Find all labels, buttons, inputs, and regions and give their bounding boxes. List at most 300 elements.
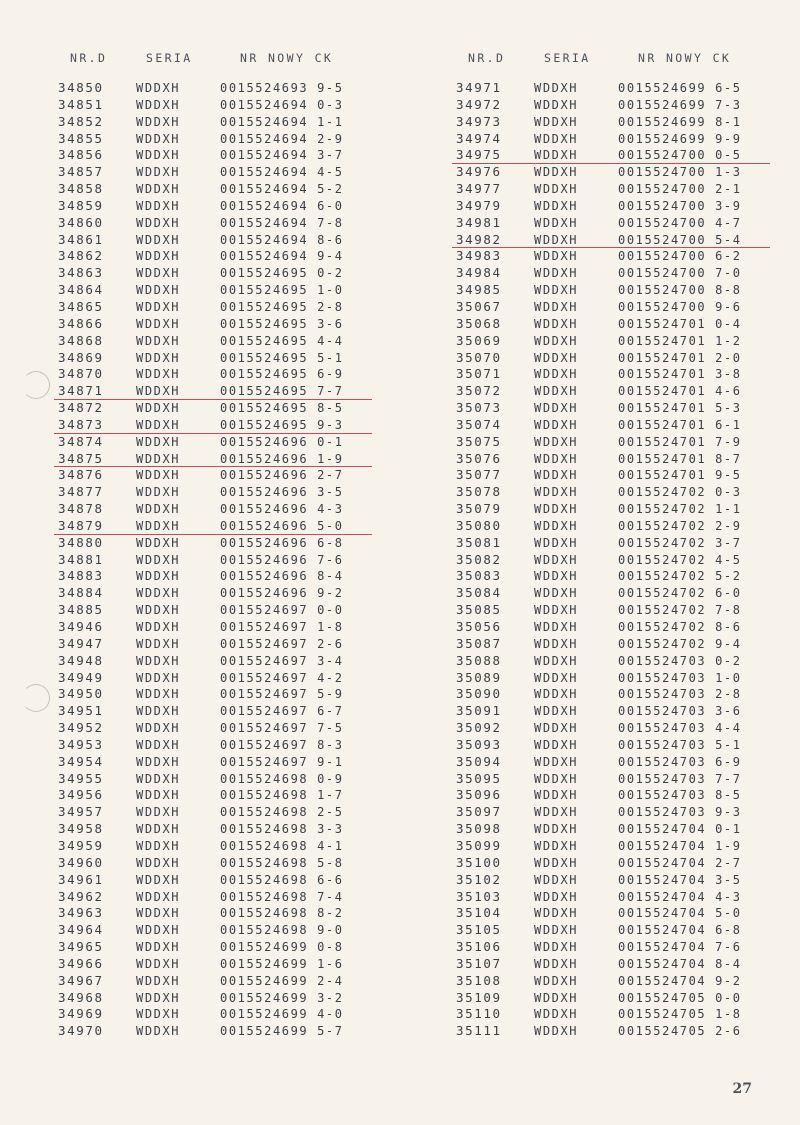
nr-d-cell: 34979 [456, 197, 502, 213]
nr-d-cell: 35076 [456, 450, 502, 466]
table-row [50, 333, 380, 350]
table-row [50, 316, 380, 333]
nr-d-cell: 34863 [58, 265, 104, 281]
seria-cell: WDDXH [136, 771, 181, 786]
table-row [50, 821, 380, 838]
table-row [50, 417, 380, 434]
nr-nowy-ck-cell: 0015524697 2-6 [220, 636, 344, 651]
nr-d-cell: 34877 [58, 484, 104, 500]
column-header [448, 48, 778, 68]
nr-d-cell: 34851 [58, 96, 104, 112]
seria-cell: WDDXH [136, 384, 181, 399]
header-seria: SERIA [544, 51, 591, 65]
nr-d-cell: 35088 [456, 652, 502, 668]
nr-d-cell: 35083 [456, 568, 502, 584]
table-row [50, 80, 380, 97]
table-row [448, 333, 778, 350]
seria-cell: WDDXH [136, 653, 181, 668]
nr-d-cell: 34977 [456, 181, 502, 197]
nr-nowy-ck-cell: 0015524699 9-9 [618, 131, 742, 146]
seria-cell: WDDXH [136, 838, 181, 853]
header-nr-nowy-ck: NR NOWY CK [240, 51, 334, 65]
table-row [448, 282, 778, 299]
seria-cell: WDDXH [136, 704, 181, 719]
nr-nowy-ck-cell: 0015524702 3-7 [618, 535, 742, 550]
table-row [50, 282, 380, 299]
table-row [50, 990, 380, 1007]
nr-d-cell: 34866 [58, 315, 104, 331]
seria-cell: WDDXH [534, 788, 579, 803]
seria-cell: WDDXH [136, 316, 181, 331]
seria-cell: WDDXH [136, 417, 181, 432]
seria-cell: WDDXH [534, 906, 579, 921]
seria-cell: WDDXH [136, 670, 181, 685]
nr-nowy-ck-cell: 0015524703 1-0 [618, 670, 742, 685]
nr-nowy-ck-cell: 0015524703 4-4 [618, 721, 742, 736]
table-row [448, 484, 778, 501]
nr-nowy-ck-cell: 0015524705 1-8 [618, 1007, 742, 1022]
seria-cell: WDDXH [534, 552, 579, 567]
seria-cell: WDDXH [136, 468, 181, 483]
table-row [50, 754, 380, 771]
nr-d-cell: 34858 [58, 181, 104, 197]
nr-d-cell: 34872 [58, 400, 104, 416]
nr-d-cell: 35098 [456, 821, 502, 837]
seria-cell: WDDXH [136, 923, 181, 938]
nr-nowy-ck-cell: 0015524698 6-6 [220, 872, 344, 887]
nr-d-cell: 34868 [58, 332, 104, 348]
nr-nowy-ck-cell: 0015524701 6-1 [618, 417, 742, 432]
seria-cell: WDDXH [534, 805, 579, 820]
nr-nowy-ck-cell: 0015524698 0-9 [220, 771, 344, 786]
seria-cell: WDDXH [534, 182, 579, 197]
seria-cell: WDDXH [534, 822, 579, 837]
seria-cell: WDDXH [136, 182, 181, 197]
nr-d-cell: 35111 [456, 1023, 502, 1039]
seria-cell: WDDXH [534, 1024, 579, 1039]
nr-nowy-ck-cell: 0015524694 3-7 [220, 148, 344, 163]
table-row [448, 434, 778, 451]
seria-cell: WDDXH [136, 940, 181, 955]
nr-nowy-ck-cell: 0015524695 1-0 [220, 283, 344, 298]
table-row [448, 670, 778, 687]
seria-cell: WDDXH [136, 855, 181, 870]
nr-d-cell: 35105 [456, 922, 502, 938]
seria-cell: WDDXH [534, 299, 579, 314]
nr-nowy-ck-cell: 0015524700 5-4 [618, 232, 742, 247]
nr-d-cell: 35104 [456, 905, 502, 921]
table-row [448, 467, 778, 484]
seria-cell: WDDXH [136, 283, 181, 298]
nr-nowy-ck-cell: 0015524702 1-1 [618, 502, 742, 517]
nr-d-cell: 34970 [58, 1023, 104, 1039]
seria-cell: WDDXH [136, 636, 181, 651]
nr-nowy-ck-cell: 0015524700 4-7 [618, 215, 742, 230]
nr-nowy-ck-cell: 0015524695 7-7 [220, 384, 344, 399]
nr-nowy-ck-cell: 0015524704 1-9 [618, 838, 742, 853]
seria-cell: WDDXH [534, 283, 579, 298]
nr-d-cell: 35110 [456, 1006, 502, 1022]
seria-cell: WDDXH [136, 97, 181, 112]
table-row [50, 451, 380, 468]
table-row [50, 787, 380, 804]
table-row [50, 552, 380, 569]
seria-cell: WDDXH [136, 367, 181, 382]
seria-cell: WDDXH [534, 114, 579, 129]
nr-d-cell: 35085 [456, 602, 502, 618]
seria-cell: WDDXH [534, 620, 579, 634]
nr-d-cell: 35096 [456, 787, 502, 803]
table-row [448, 181, 778, 198]
nr-nowy-ck-cell: 0015524697 5-9 [220, 687, 344, 702]
table-row [50, 350, 380, 367]
table-row [448, 939, 778, 956]
nr-d-cell: 34967 [58, 972, 104, 988]
nr-d-cell: 34865 [58, 298, 104, 314]
nr-d-cell: 34855 [58, 130, 104, 146]
nr-d-cell: 34862 [58, 248, 104, 264]
nr-d-cell: 35109 [456, 989, 502, 1005]
seria-cell: WDDXH [136, 906, 181, 921]
nr-d-cell: 34951 [58, 703, 104, 719]
nr-d-cell: 35082 [456, 551, 502, 567]
nr-nowy-ck-cell: 0015524698 1-7 [220, 788, 344, 803]
seria-cell: WDDXH [534, 653, 579, 668]
table-row [448, 383, 778, 400]
seria-cell: WDDXH [136, 822, 181, 837]
nr-d-cell: 34976 [456, 164, 502, 180]
table-row [448, 366, 778, 383]
nr-nowy-ck-cell: 0015524702 0-3 [618, 485, 742, 500]
table-row [50, 956, 380, 973]
nr-nowy-ck-cell: 0015524694 4-5 [220, 165, 344, 180]
seria-cell: WDDXH [136, 451, 181, 466]
nr-d-cell: 34981 [456, 214, 502, 230]
nr-nowy-ck-cell: 0015524700 3-9 [618, 198, 742, 213]
seria-cell: WDDXH [136, 485, 181, 500]
nr-nowy-ck-cell: 0015524700 7-0 [618, 266, 742, 281]
nr-d-cell: 34969 [58, 1006, 104, 1022]
nr-d-cell: 34859 [58, 197, 104, 213]
header-nr-d: NR.D [468, 51, 506, 65]
seria-cell: WDDXH [136, 620, 181, 634]
nr-nowy-ck-cell: 0015524701 2-0 [618, 350, 742, 365]
seria-cell: WDDXH [136, 990, 181, 1005]
header-nr-nowy-ck: NR NOWY CK [638, 51, 732, 65]
nr-d-cell: 34946 [58, 619, 104, 634]
nr-nowy-ck-cell: 0015524699 2-4 [220, 973, 344, 988]
nr-nowy-ck-cell: 0015524703 2-8 [618, 687, 742, 702]
seria-cell: WDDXH [136, 502, 181, 517]
seria-cell: WDDXH [534, 1007, 579, 1022]
nr-d-cell: 34955 [58, 770, 104, 786]
seria-cell: WDDXH [534, 855, 579, 870]
nr-nowy-ck-cell: 0015524697 8-3 [220, 737, 344, 752]
table-row [50, 164, 380, 181]
seria-cell: WDDXH [136, 350, 181, 365]
seria-cell: WDDXH [534, 350, 579, 365]
seria-cell: WDDXH [136, 805, 181, 820]
seria-cell: WDDXH [534, 401, 579, 416]
table-row [50, 889, 380, 906]
table-row [50, 232, 380, 249]
nr-nowy-ck-cell: 0015524695 5-1 [220, 350, 344, 365]
table-row [448, 164, 778, 181]
nr-nowy-ck-cell: 0015524698 7-4 [220, 889, 344, 904]
table-row [448, 417, 778, 434]
nr-d-cell: 34885 [58, 602, 104, 618]
table-row [50, 737, 380, 754]
nr-d-cell: 35078 [456, 484, 502, 500]
nr-nowy-ck-cell: 0015524702 8-6 [618, 620, 742, 634]
seria-cell: WDDXH [534, 485, 579, 500]
nr-nowy-ck-cell: 0015524701 3-8 [618, 367, 742, 382]
nr-nowy-ck-cell: 0015524697 1-8 [220, 620, 344, 634]
seria-cell: WDDXH [136, 973, 181, 988]
nr-nowy-ck-cell: 0015524700 1-3 [618, 165, 742, 180]
seria-cell: WDDXH [534, 603, 579, 618]
table-row [50, 114, 380, 131]
nr-nowy-ck-cell: 0015524699 4-0 [220, 1007, 344, 1022]
nr-d-cell: 34874 [58, 433, 104, 449]
seria-cell: WDDXH [136, 266, 181, 281]
seria-cell: WDDXH [534, 535, 579, 550]
seria-cell: WDDXH [534, 249, 579, 264]
column-header [50, 48, 380, 68]
table-row [448, 198, 778, 215]
nr-nowy-ck-cell: 0015524696 0-1 [220, 434, 344, 449]
seria-cell: WDDXH [136, 872, 181, 887]
seria-cell: WDDXH [136, 603, 181, 618]
table-row [448, 131, 778, 148]
nr-nowy-ck-cell: 0015524694 1-1 [220, 114, 344, 129]
nr-nowy-ck-cell: 0015524698 4-1 [220, 838, 344, 853]
table-row [50, 131, 380, 148]
seria-cell: WDDXH [136, 434, 181, 449]
nr-nowy-ck-cell: 0015524694 2-9 [220, 131, 344, 146]
nr-nowy-ck-cell: 0015524703 7-7 [618, 771, 742, 786]
nr-d-cell: 35075 [456, 433, 502, 449]
nr-nowy-ck-cell: 0015524703 0-2 [618, 653, 742, 668]
nr-d-cell: 34972 [456, 96, 502, 112]
seria-cell: WDDXH [136, 232, 181, 247]
nr-d-cell: 35067 [456, 298, 502, 314]
table-row [50, 905, 380, 922]
seria-cell: WDDXH [136, 198, 181, 213]
seria-cell: WDDXH [136, 401, 181, 416]
header-seria: SERIA [146, 51, 193, 65]
nr-nowy-ck-cell: 0015524702 6-0 [618, 586, 742, 601]
seria-cell: WDDXH [136, 737, 181, 752]
nr-nowy-ck-cell: 0015524694 0-3 [220, 97, 344, 112]
nr-nowy-ck-cell: 0015524697 6-7 [220, 704, 344, 719]
nr-nowy-ck-cell: 0015524700 2-1 [618, 182, 742, 197]
table-row [50, 1023, 380, 1040]
seria-cell: WDDXH [136, 249, 181, 264]
nr-d-cell: 34878 [58, 501, 104, 517]
table-row [448, 838, 778, 855]
nr-nowy-ck-cell: 0015524699 0-8 [220, 940, 344, 955]
nr-nowy-ck-cell: 0015524696 7-6 [220, 552, 344, 567]
right-column [448, 48, 778, 1039]
seria-cell: WDDXH [534, 838, 579, 853]
nr-d-cell: 34963 [58, 905, 104, 921]
nr-d-cell: 34875 [58, 450, 104, 466]
table-row [50, 602, 380, 619]
seria-cell: WDDXH [136, 788, 181, 803]
seria-cell: WDDXH [534, 754, 579, 769]
seria-cell: WDDXH [136, 687, 181, 702]
nr-d-cell: 34871 [58, 383, 104, 399]
seria-cell: WDDXH [534, 417, 579, 432]
table-row [448, 535, 778, 552]
nr-nowy-ck-cell: 0015524703 3-6 [618, 704, 742, 719]
nr-nowy-ck-cell: 0015524697 9-1 [220, 754, 344, 769]
seria-cell: WDDXH [136, 569, 181, 584]
nr-nowy-ck-cell: 0015524704 8-4 [618, 956, 742, 971]
table-row [50, 720, 380, 737]
nr-nowy-ck-cell: 0015524700 8-8 [618, 283, 742, 298]
nr-d-cell: 34953 [58, 736, 104, 752]
table-row [448, 1006, 778, 1023]
nr-nowy-ck-cell: 0015524695 6-9 [220, 367, 344, 382]
seria-cell: WDDXH [534, 670, 579, 685]
seria-cell: WDDXH [136, 889, 181, 904]
nr-d-cell: 34881 [58, 551, 104, 567]
nr-d-cell: 35070 [456, 349, 502, 365]
nr-d-cell: 34966 [58, 955, 104, 971]
nr-nowy-ck-cell: 0015524703 9-3 [618, 805, 742, 820]
nr-d-cell: 35108 [456, 972, 502, 988]
seria-cell: WDDXH [136, 165, 181, 180]
nr-d-cell: 35080 [456, 517, 502, 533]
nr-nowy-ck-cell: 0015524696 4-3 [220, 502, 344, 517]
nr-nowy-ck-cell: 0015524705 2-6 [618, 1024, 742, 1039]
nr-nowy-ck-cell: 0015524701 4-6 [618, 384, 742, 399]
left-table [50, 80, 380, 1040]
table-row [448, 889, 778, 906]
seria-cell: WDDXH [534, 384, 579, 399]
seria-cell: WDDXH [534, 923, 579, 938]
table-row [50, 383, 380, 400]
table-row [448, 232, 778, 249]
seria-cell: WDDXH [534, 940, 579, 955]
nr-d-cell: 35072 [456, 383, 502, 399]
table-row [50, 147, 380, 164]
seria-cell: WDDXH [534, 148, 579, 163]
nr-nowy-ck-cell: 0015524702 7-8 [618, 603, 742, 618]
table-row [50, 400, 380, 417]
nr-d-cell: 35069 [456, 332, 502, 348]
table-row [448, 451, 778, 468]
nr-d-cell: 35089 [456, 669, 502, 685]
nr-d-cell: 34880 [58, 534, 104, 550]
nr-d-cell: 35093 [456, 736, 502, 752]
table-row [50, 198, 380, 215]
nr-d-cell: 35097 [456, 804, 502, 820]
nr-d-cell: 34959 [58, 837, 104, 853]
nr-d-cell: 34883 [58, 568, 104, 584]
nr-nowy-ck-cell: 0015524701 1-2 [618, 333, 742, 348]
nr-d-cell: 35091 [456, 703, 502, 719]
nr-d-cell: 35099 [456, 837, 502, 853]
nr-d-cell: 35095 [456, 770, 502, 786]
nr-nowy-ck-cell: 0015524699 5-7 [220, 1024, 344, 1039]
seria-cell: WDDXH [136, 299, 181, 314]
nr-nowy-ck-cell: 0015524702 9-4 [618, 636, 742, 651]
nr-nowy-ck-cell: 0015524696 5-0 [220, 518, 344, 533]
table-row [448, 350, 778, 367]
table-row [448, 248, 778, 265]
seria-cell: WDDXH [136, 754, 181, 769]
seria-cell: WDDXH [534, 990, 579, 1005]
table-row [50, 939, 380, 956]
seria-cell: WDDXH [534, 468, 579, 483]
nr-d-cell: 34975 [456, 147, 502, 163]
table-row [50, 568, 380, 585]
nr-d-cell: 34850 [58, 80, 104, 95]
nr-nowy-ck-cell: 0015524702 4-5 [618, 552, 742, 567]
seria-cell: WDDXH [534, 502, 579, 517]
table-row [448, 80, 778, 97]
nr-nowy-ck-cell: 0015524697 4-2 [220, 670, 344, 685]
nr-d-cell: 34964 [58, 922, 104, 938]
seria-cell: WDDXH [136, 148, 181, 163]
seria-cell: WDDXH [136, 81, 181, 95]
nr-d-cell: 34984 [456, 265, 502, 281]
seria-cell: WDDXH [534, 872, 579, 887]
nr-nowy-ck-cell: 0015524701 9-5 [618, 468, 742, 483]
nr-nowy-ck-cell: 0015524698 3-3 [220, 822, 344, 837]
nr-nowy-ck-cell: 0015524696 6-8 [220, 535, 344, 550]
table-row [50, 501, 380, 518]
nr-d-cell: 34864 [58, 282, 104, 298]
seria-cell: WDDXH [534, 131, 579, 146]
table-row [448, 265, 778, 282]
nr-d-cell: 35103 [456, 888, 502, 904]
nr-nowy-ck-cell: 0015524702 2-9 [618, 518, 742, 533]
nr-d-cell: 34985 [456, 282, 502, 298]
nr-d-cell: 34957 [58, 804, 104, 820]
nr-nowy-ck-cell: 0015524699 1-6 [220, 956, 344, 971]
seria-cell: WDDXH [534, 367, 579, 382]
table-row [50, 922, 380, 939]
nr-d-cell: 35094 [456, 753, 502, 769]
seria-cell: WDDXH [136, 131, 181, 146]
table-row [50, 686, 380, 703]
nr-nowy-ck-cell: 0015524705 0-0 [618, 990, 742, 1005]
nr-nowy-ck-cell: 0015524700 0-5 [618, 148, 742, 163]
nr-nowy-ck-cell: 0015524698 5-8 [220, 855, 344, 870]
nr-nowy-ck-cell: 0015524696 2-7 [220, 468, 344, 483]
table-row [448, 787, 778, 804]
nr-d-cell: 35102 [456, 871, 502, 887]
nr-d-cell: 34960 [58, 854, 104, 870]
seria-cell: WDDXH [534, 266, 579, 281]
nr-d-cell: 34954 [58, 753, 104, 769]
seria-cell: WDDXH [534, 973, 579, 988]
table-row [448, 973, 778, 990]
nr-d-cell: 34982 [456, 231, 502, 247]
nr-d-cell: 34968 [58, 989, 104, 1005]
nr-d-cell: 34983 [456, 248, 502, 264]
seria-cell: WDDXH [534, 333, 579, 348]
seria-cell: WDDXH [136, 586, 181, 601]
nr-nowy-ck-cell: 0015524694 6-0 [220, 198, 344, 213]
nr-d-cell: 35068 [456, 315, 502, 331]
table-row [448, 754, 778, 771]
nr-nowy-ck-cell: 0015524698 2-5 [220, 805, 344, 820]
